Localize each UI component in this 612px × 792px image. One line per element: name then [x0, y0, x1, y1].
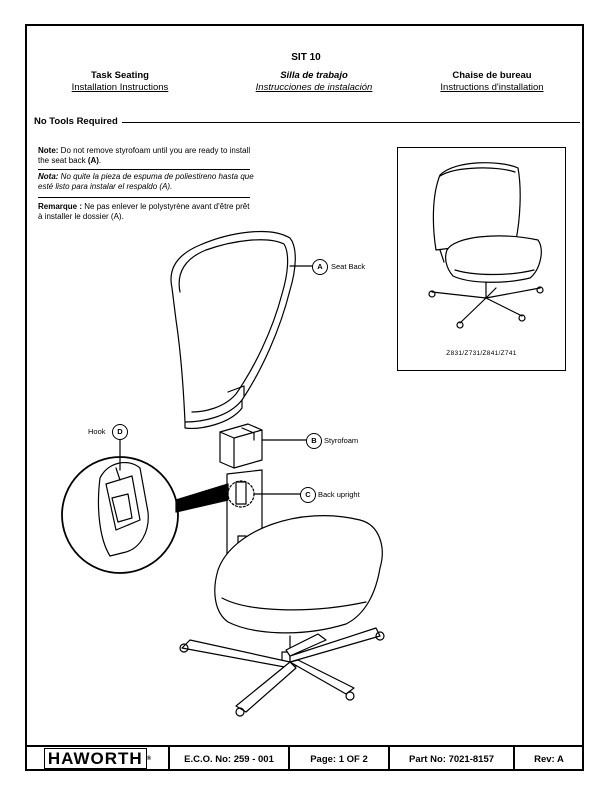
note-fr-label: Remarque : [38, 202, 83, 211]
inset-model-numbers: Z831/Z731/Z841/Z741 [446, 350, 517, 357]
callout-d-label: Hook [88, 427, 106, 436]
footer-rev-cell [515, 747, 583, 771]
part-label: Part No: [408, 753, 446, 765]
note-en-text: Do not remove styrofoam until you are ready to install the seat back [38, 146, 251, 165]
callout-b-label: Styrofoam [324, 436, 359, 445]
logo-text: HAWORTH [44, 748, 147, 769]
footer-part-cell [390, 747, 515, 771]
document-id: SIT 10 [291, 52, 321, 63]
inset-chair-illustration [429, 163, 543, 328]
note-fr-text: Ne pas enlever le polystyrène avant d'être prêt à installer le dossier (A). [38, 202, 250, 221]
callout-a-marker: A [312, 259, 328, 275]
footer-page-cell [290, 747, 390, 771]
part-number: 7021-8157 [448, 753, 495, 765]
header-title-es: Silla de trabajo [280, 70, 348, 81]
note-es-label: Nota: [38, 172, 59, 181]
header-subtitle-fr: Instructions d'installation [440, 82, 544, 93]
callout-c-label: Back upright [318, 490, 360, 499]
note-en-ref: (A) [87, 155, 99, 165]
title-block [27, 745, 583, 771]
haworth-logo [44, 749, 147, 769]
styrofoam-illustration [220, 424, 306, 468]
callout-b-marker: B [306, 433, 322, 449]
callout-a-label: Seat Back [331, 262, 366, 271]
header-subtitle-es: Instrucciones de instalación [255, 82, 373, 93]
seat-base-illustration [180, 516, 384, 716]
page-number: Page: 1 OF 2 [310, 753, 368, 765]
header-title-fr: Chaise de bureau [452, 70, 532, 81]
footer-logo-cell [27, 747, 170, 771]
callout-c-marker: C [300, 487, 316, 503]
header-title-en: Task Seating [91, 70, 149, 81]
hook-detail-illustration [62, 440, 228, 573]
seat-back-illustration [171, 232, 312, 429]
section-title: No Tools Required [34, 116, 122, 127]
note-en-end: . [98, 155, 102, 165]
eco-number: E.C.O. No: 259 - 001 [184, 753, 274, 765]
callout-d-marker: D [112, 424, 128, 440]
revision: Rev: A [534, 753, 564, 765]
note-es-text: No quite la pieza de espuma de poliestireno hasta que esté listo para instalar el respaldo (A). [38, 172, 254, 191]
note-en-label: Note: [38, 146, 59, 155]
header-subtitle-en: Installation Instructions [71, 82, 169, 93]
logo-registered-mark: ® [146, 756, 152, 762]
footer-eco-cell [170, 747, 290, 771]
